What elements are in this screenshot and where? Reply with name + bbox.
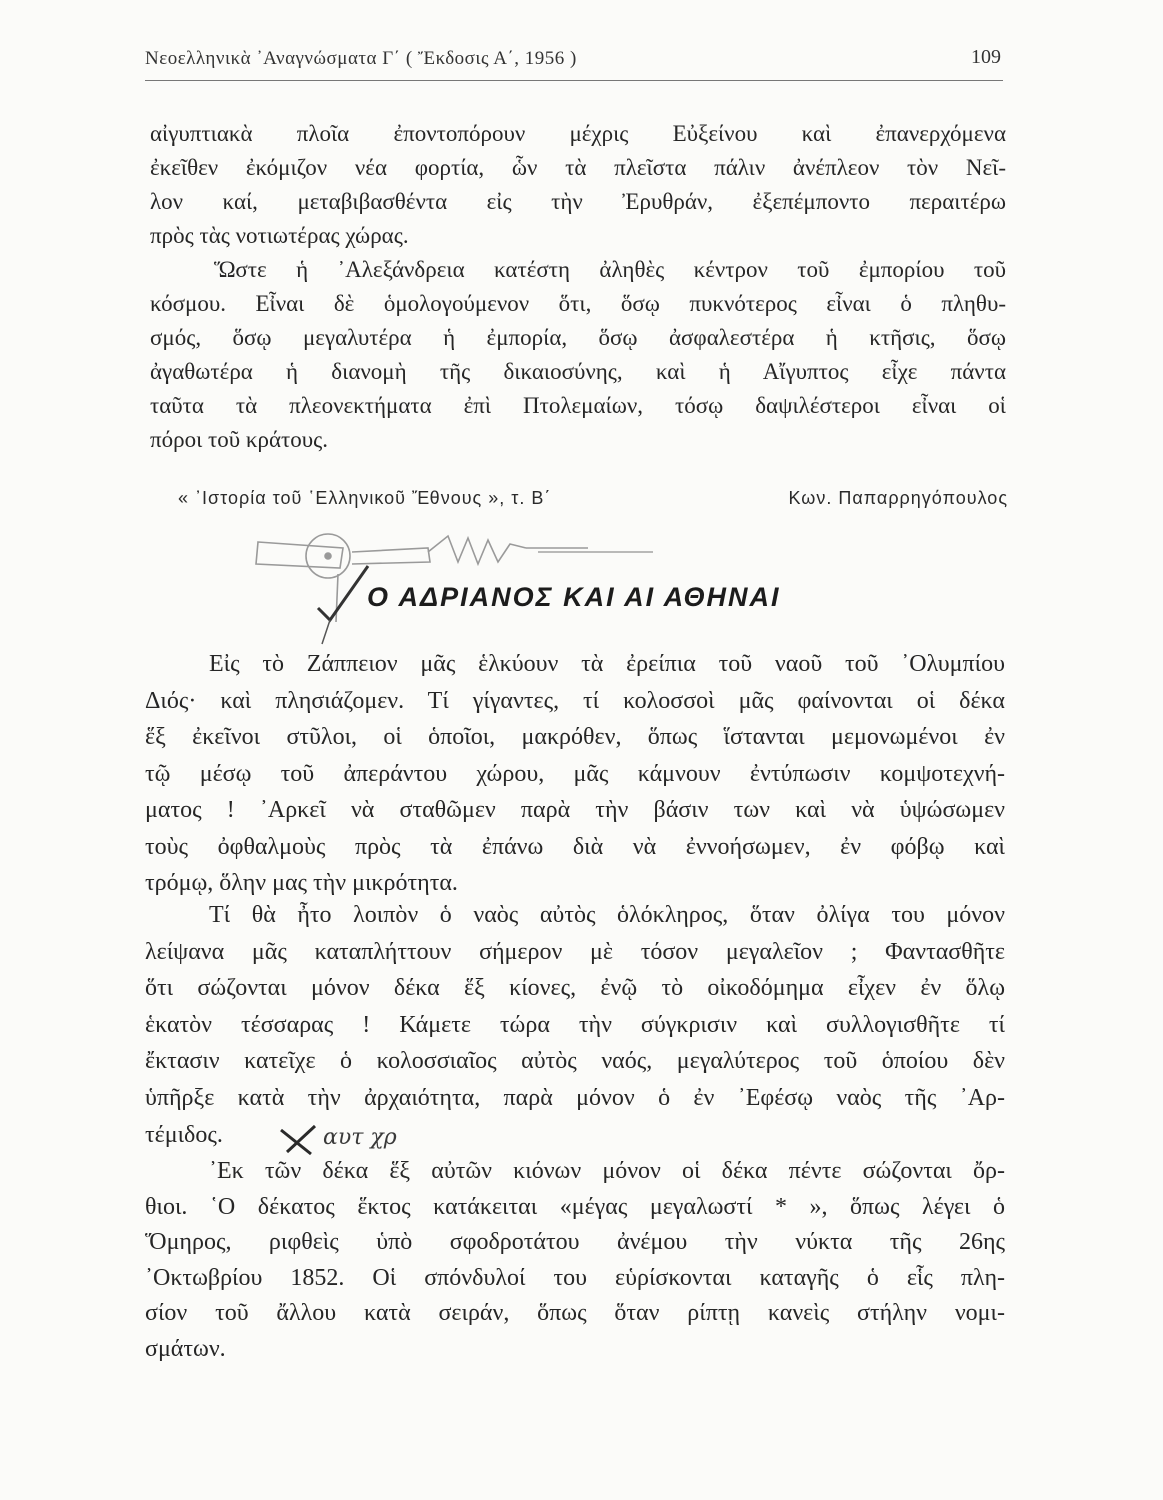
text-line: σμάτων. [145,1335,226,1362]
text-line: τοὺς ὀφθαλμοὺς πρὸς τὰ ἐπάνω διὰ νὰ ἐννοήσωμεν, ἐν φόβῳ καὶ [145,833,1005,860]
text-line: ὑπῆρξε κατὰ τὴν ἀρχαιότητα, παρὰ μόνον ὁ ἐν ᾿Εφέσῳ ναὸς τῆς ᾿Αρ- [145,1084,1005,1111]
text-line: λον καί, μεταβιβασθέντα εἰς τὴν Ἐρυθράν, ἐξεπέμποντο περαιτέρω [150,189,1006,214]
citation [178,488,1008,518]
section-title: Ο ΑΔΡΙΑΝΟΣ ΚΑΙ ΑΙ ΑΘΗΝΑΙ [367,582,781,612]
header-rule [145,80,1003,81]
text-line: Ὥστε ἡ ᾿Αλεξάνδρεια κατέστη ἀληθὲς κέντρον τοῦ ἐμπορίου τοῦ [214,257,1006,282]
text-line: θιοι. ῾Ο δέκατος ἕκτος κατάκειται «μέγας μεγαλωστί * », ὅπως λέγει ὁ [145,1193,1005,1220]
page-number: 109 [971,46,1001,68]
text-line: ὅτι σώζονται μόνον δέκα ἕξ κίονες, ἐνῷ τὸ οἰκοδόμημα εἶχεν ἐν ὅλῳ [145,975,1005,1002]
text-line: κόσμου. Εἶναι δὲ ὁμολογούμενον ὅτι, ὅσῳ πυκνότερος εἶναι ὁ πληθυ- [150,291,1006,316]
text-line: ἐκεῖθεν ἐκόμιζον νέα φορτία, ὧν τὰ πλεῖστα πάλιν ἀνέπλεον τὸν Νεῖ- [150,155,1006,180]
text-line: πόροι τοῦ κράτους. [150,427,329,452]
paragraph-4 [145,897,1005,1153]
text-line: Ὅμηρος, ριφθεὶς ὑπὸ σφοδροτάτου ἀνέμου τὴν νύκτα τῆς 26ης [145,1229,1005,1255]
text-line: σμός, ὅσῳ μεγαλυτέρα ἡ ἐμπορία, ὅσῳ ἀσφαλεστέρα ἡ κτῆσις, ὅσῳ [150,325,1006,350]
paragraph-5 [145,1154,1005,1367]
text-line: λείψανα μᾶς καταπλήττουν σήμερον μὲ τόσον μεγαλεῖον ; Φαντασθῆτε [145,938,1005,965]
annotation-text: αυτ χρ [323,1125,397,1150]
text-line: ἔκτασιν κατεῖχε ὁ κολοσσιαῖος αὐτὸς ναός, μεγαλύτερος τοῦ ὁποίου δὲν [145,1048,1005,1075]
text-line: Εἰς τὸ Ζάππειον μᾶς ἑλκύουν τὰ ἐρείπια τοῦ ναοῦ τοῦ ᾿Ολυμπίου [209,651,1005,677]
paragraph-2 [150,253,1006,457]
text-line: τέμιδος. [145,1121,223,1148]
text-line: ἕξ ἐκεῖνοι στῦλοι, οἱ ὁποῖοι, μακρόθεν, ὅπως ἵστανται μεμονωμένοι ἐν [145,724,1005,750]
paragraph-1 [150,117,1006,253]
text-line: ᾿Εκ τῶν δέκα ἕξ αὐτῶν κιόνων μόνον οἱ δέκα πέντε σώζονται ὄρ- [209,1158,1005,1184]
text-line: ἀγαθωτέρα ἡ διανομὴ τῆς δικαιοσύνης, καὶ ἡ Αἴγυπτος εἶχε πάντα [150,359,1006,384]
text-line: ματος ! ᾿Αρκεῖ νὰ σταθῶμεν παρὰ τὴν βάσιν των καὶ νὰ ὑψώσωμεν [145,797,1005,823]
text-line: τῷ μέσῳ τοῦ ἀπεράντου χώρου, μᾶς κάμνουν ἐντύπωσιν κομψοτεχνή- [145,760,1005,787]
text-line: Τί θὰ ἦτο λοιπὸν ὁ ναὸς αὐτὸς ὁλόκληρος, ὅταν ὀλίγα του μόνον [209,902,1005,928]
text-line: ἑκατὸν τέσσαρας ! Κάμετε τώρα τὴν σύγκρισιν καὶ συλλογισθῆτε τί [145,1011,1005,1038]
text-line: πρὸς τὰς νοτιωτέρας χώρας. [150,223,409,248]
citation-author: Κων. Παπαρρηγόπουλος [788,488,1008,508]
text-line: αἰγυπτιακὰ πλοῖα ἐποντοπόρουν μέχρις Εὐξείνου καὶ ἐπανερχόμενα [150,121,1006,146]
paragraph-3 [145,646,1005,902]
text-line: σίον τοῦ ἄλλου κατὰ σειράν, ὅπως ὅταν ρίπτῃ κανεὶς στήλην νομι- [145,1300,1005,1326]
text-line: τρόμῳ, ὅλην μας τὴν μικρότητα. [145,870,458,896]
text-line: Διός· καὶ πλησιάζομεν. Τί γίγαντες, τί κολοσσοὶ μᾶς φαίνονται οἱ δέκα [145,687,1005,714]
text-line: ᾿Οκτωβρίου 1852. Οἱ σπόνδυλοί του εὑρίσκονται καταγῆς ὁ εἷς πλη- [145,1264,1005,1291]
citation-source: « ᾿Ιστορία τοῦ ῾Ελληνικοῦ Ἔθνους », τ. Β΄ [178,488,552,508]
text-line: ταῦτα τὰ πλεονεκτήματα ἐπὶ Πτολεμαίων, τόσῳ δαψιλέστεροι εἶναι οἱ [150,393,1006,418]
page-header [145,44,1003,80]
running-title: Νεοελληνικὰ ᾿Αναγνώσματα Γ΄ ( Ἔκδοσις Α΄, 1956 ) [145,48,577,69]
